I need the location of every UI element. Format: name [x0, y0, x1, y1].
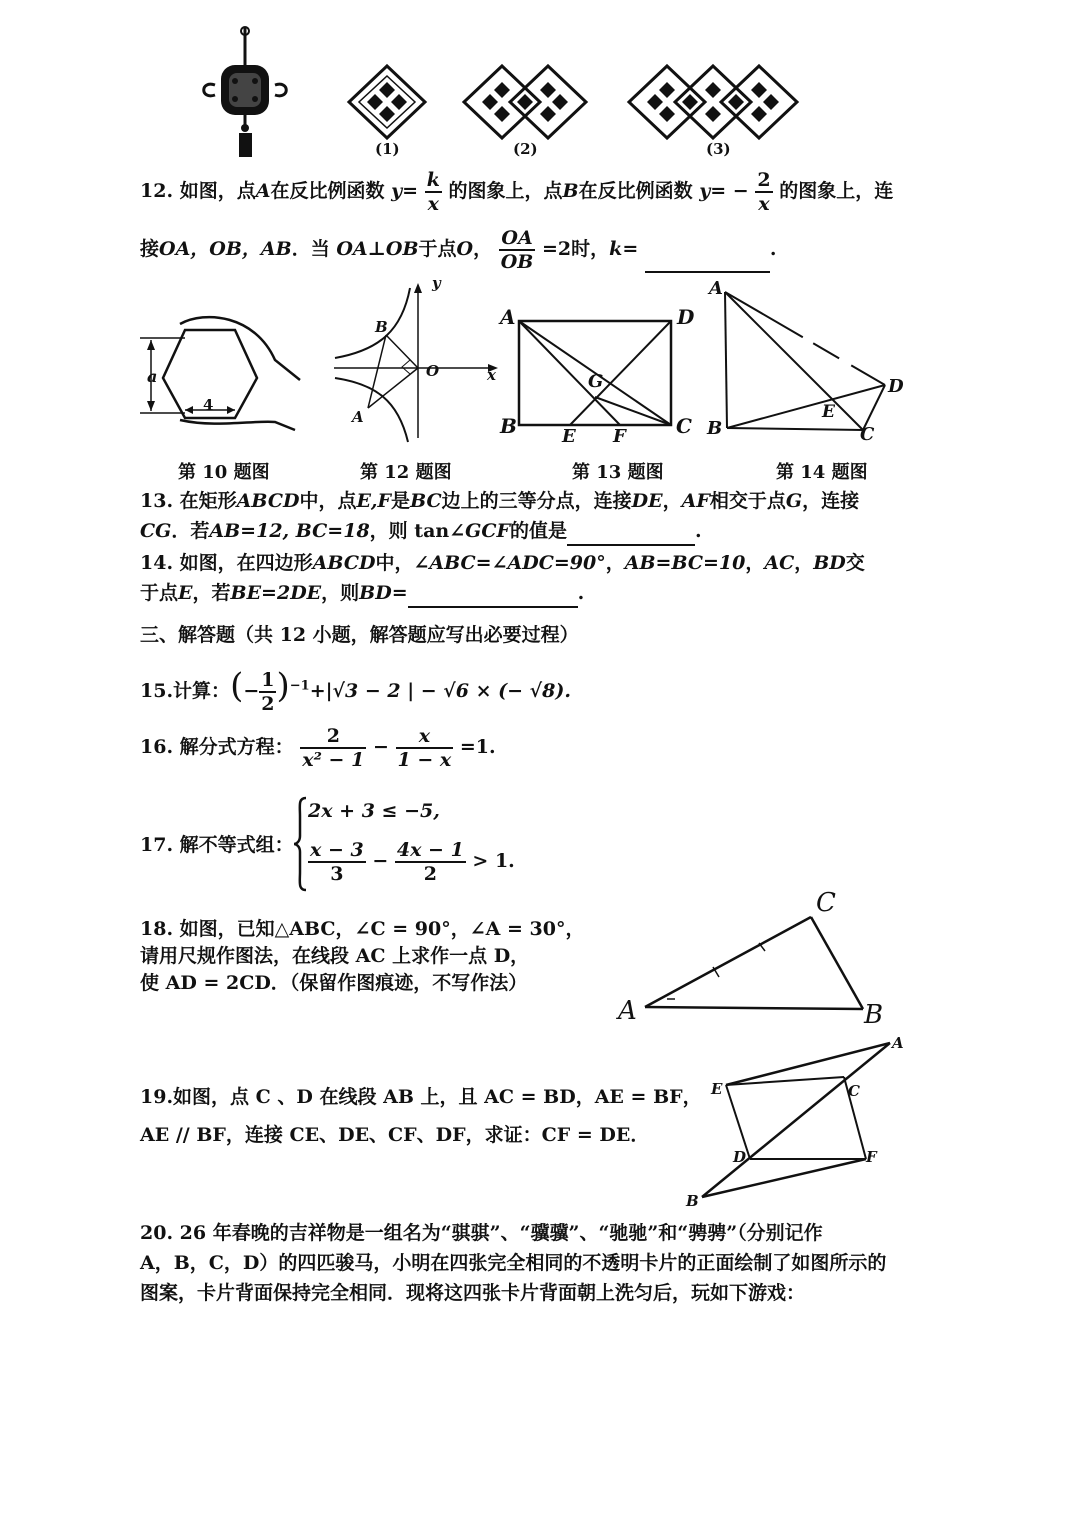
- figure-14: [705, 280, 905, 445]
- fig13-label-A: A: [500, 305, 516, 329]
- q19-figure: [690, 1035, 905, 1210]
- q20-line2: A，B，C，D）的四匹骏马，小明在四张完全相同的不透明卡片的正面绘制了如图所示的: [140, 1252, 887, 1274]
- q19-label-C: C: [848, 1082, 860, 1100]
- pattern-figure-1: [345, 62, 430, 142]
- q17-label: 17. 解不等式组：: [140, 834, 294, 856]
- q18-label-A: A: [618, 996, 637, 1026]
- fig13-label-G: G: [588, 371, 604, 392]
- fig14-label-E: E: [822, 402, 835, 422]
- fig14-label-D: D: [888, 376, 904, 397]
- fig12-label-O: O: [426, 362, 440, 380]
- fig14-label-C: C: [860, 424, 875, 445]
- fig10-label-a: a: [147, 367, 158, 386]
- q17-inequality-1: 2x + 3 ≤ −5,: [308, 800, 440, 822]
- pattern-figure-2: [460, 62, 590, 142]
- pattern-label-3: (3): [706, 140, 731, 158]
- section3-title: 三、解答题（共 12 小题，解答题应写出必要过程）: [140, 624, 579, 646]
- q19-line2: AE // BF，连接 CE、DE、CF、DF，求证：CF = DE．: [140, 1124, 650, 1146]
- q17-inequality-2: $\frac{x - 3}{3}$ − $\frac{4x - 1}{2}$ > 1.: [310, 839, 515, 885]
- q13-line1: 13. 在矩形ABCD中，点E,F是BC边上的三等分点，连接DE，AF相交于点G，连接: [140, 490, 860, 512]
- pattern-figure-3: [625, 62, 805, 142]
- fig13-caption: 第 13 题图: [572, 462, 664, 483]
- q18-line1: 18. 如图，已知△ABC，∠C = 90°，∠A = 30°，: [140, 918, 585, 940]
- q18-triangle-figure: [635, 905, 875, 1020]
- fig12-label-B: B: [375, 318, 388, 336]
- q12-line2: 接OA，OB，AB．当 OA⊥OB于点O， $\frac{OA}{OB}$ =2时，k= .: [140, 227, 777, 273]
- fig10-caption: 第 10 题图: [178, 462, 270, 483]
- q16-line: 16. 解分式方程： $\frac{2}{\text{x² − 1}}$ − $\frac{x}{1 - x}$ =1.: [140, 725, 496, 771]
- q12-line1: 12. 如图，点A在反比例函数 y= $\frac{k}{x}$ 的图象上，点B在反比例函数 y= − $\frac{2}{x}$ 的图象上，连: [140, 169, 894, 215]
- fig13-label-E: E: [562, 426, 576, 447]
- fig13-label-F: F: [613, 426, 626, 447]
- fig14-caption: 第 14 题图: [776, 462, 868, 483]
- q19-label-A: A: [892, 1034, 904, 1052]
- chinese-knot-figure: [195, 25, 305, 160]
- q15-line: 15.计算：(− $\frac{1}{2}$ )$^{-1}$+|√3 − 2 | − √6 × (− √8).: [140, 666, 571, 715]
- figure-10: [135, 310, 310, 435]
- q19-label-F: F: [866, 1148, 877, 1166]
- q13-answer-blank[interactable]: [567, 522, 695, 546]
- q14-line2: 于点E，若BE=2DE，则BD= .: [140, 578, 584, 608]
- fig10-label-4: 4: [203, 396, 214, 414]
- q20-line1: 20. 26 年春晚的吉祥物是一组名为“骐骐”、“骥骥”、“驰驰”和“骋骋”（分别记作: [140, 1222, 823, 1244]
- fig14-label-A: A: [709, 278, 723, 299]
- q18-line2: 请用尺规作图法，在线段 AC 上求作一点 D，: [140, 945, 530, 967]
- q20-line3: 图案，卡片背面保持完全相同．现将这四张卡片背面朝上洗匀后，玩如下游戏：: [140, 1282, 806, 1304]
- fig13-label-B: B: [500, 414, 517, 438]
- fig12-label-x: x: [487, 366, 496, 384]
- q13-line2: CG．若AB=12, BC=18，则 tan∠GCF的值是 .: [140, 516, 702, 546]
- fig14-label-B: B: [707, 418, 723, 439]
- fig12-label-y: y: [432, 274, 441, 292]
- q19-line1: 19.如图，点 C 、D 在线段 AB 上，且 AC = BD，AE = BF，: [140, 1086, 702, 1108]
- q19-label-B: B: [686, 1192, 699, 1210]
- pattern-label-2: (2): [513, 140, 538, 158]
- q17-brace: [292, 796, 308, 892]
- fig12-caption: 第 12 题图: [360, 462, 452, 483]
- fig13-label-D: D: [677, 305, 695, 329]
- q18-label-B: B: [864, 1000, 884, 1030]
- q14-line1: 14. 如图，在四边形ABCD中，∠ABC=∠ADC=90°，AB=BC=10，AC，BD交: [140, 552, 865, 574]
- q18-label-C: C: [816, 888, 836, 918]
- fig12-label-A: A: [352, 408, 364, 426]
- q19-label-D: D: [733, 1148, 747, 1166]
- q19-label-E: E: [711, 1080, 723, 1098]
- q14-answer-blank[interactable]: [408, 584, 578, 608]
- q12-answer-blank[interactable]: [645, 249, 770, 273]
- pattern-label-1: (1): [375, 140, 400, 158]
- q18-line3: 使 AD = 2CD．（保留作图痕迹，不写作法）: [140, 972, 528, 994]
- fig13-label-C: C: [676, 414, 692, 438]
